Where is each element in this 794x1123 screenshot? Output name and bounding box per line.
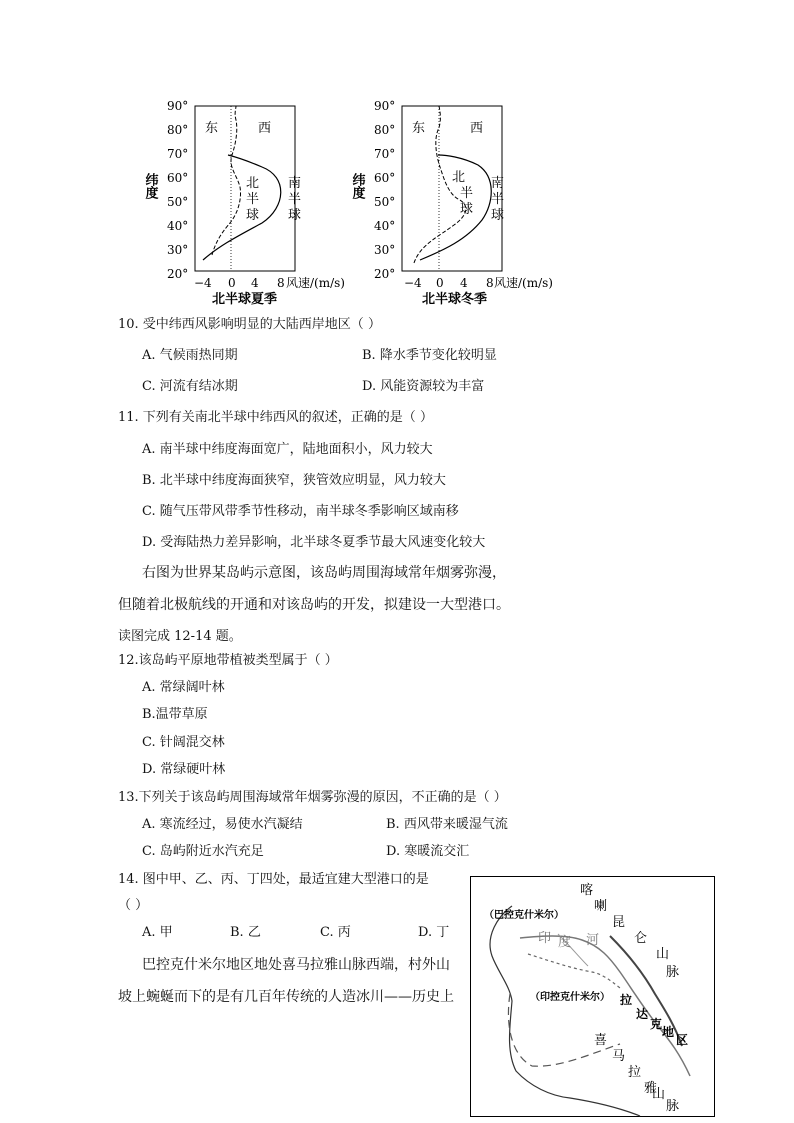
kalakunlun-1: 喀 xyxy=(580,883,594,898)
ba-kong-label: （巴控克什米尔） xyxy=(484,910,564,921)
river-label-3: 河 xyxy=(586,933,600,948)
q12-option-b[interactable]: B.温带草原 xyxy=(142,707,208,722)
q11-option-c[interactable]: C. 随气压带风带季节性移动，南半球冬季影响区域南移 xyxy=(142,504,459,519)
q10-option-b[interactable]: B. 降水季节变化较明显 xyxy=(362,348,497,363)
ladakh-1: 拉 xyxy=(620,993,633,1007)
ladakh-3: 克 xyxy=(650,1017,663,1031)
chart-caption: 北半球冬季 xyxy=(422,292,488,307)
intro-line-1: 右图为世界某岛屿示意图，该岛屿周围海域常年烟雾弥漫， xyxy=(142,565,506,581)
east-label: 东 xyxy=(205,121,219,136)
kalakunlun-5: 山 xyxy=(656,947,670,962)
svg-text:8: 8 xyxy=(277,276,285,290)
northern-label-1: 北 xyxy=(452,170,466,185)
yin-kong-label: （印控克什米尔） xyxy=(530,992,610,1003)
q12-option-c[interactable]: C. 针阔混交林 xyxy=(142,735,225,750)
q13-stem: 13.下列关于该岛屿周围海域常年烟雾弥漫的原因，不正确的是（ ） xyxy=(118,790,507,805)
q10-option-c[interactable]: C. 河流有结冰期 xyxy=(142,379,238,394)
svg-text:−4: −4 xyxy=(404,276,422,290)
q11-option-b[interactable]: B. 北半球中纬度海面狭窄，狭管效应明显，风力较大 xyxy=(142,473,446,488)
q11-stem: 11. 下列有关南北半球中纬西风的叙述，正确的是（ ） xyxy=(118,410,433,425)
southern-label-3: 球 xyxy=(288,208,302,223)
southern-label-2: 半 xyxy=(491,192,505,207)
kalakunlun-6: 脉 xyxy=(666,965,680,980)
southern-label-3: 球 xyxy=(491,208,505,223)
y-axis-title xyxy=(350,172,366,200)
kalakunlun-3: 昆 xyxy=(612,915,626,930)
himalaya-1: 喜 xyxy=(594,1033,608,1048)
y-tick: 60° xyxy=(374,171,396,185)
y-tick: 30° xyxy=(167,243,189,257)
west-label: 西 xyxy=(258,121,272,136)
svg-text:8: 8 xyxy=(486,276,494,290)
q10-option-a[interactable]: A. 气候雨热同期 xyxy=(142,348,238,363)
y-tick: 90° xyxy=(167,99,189,113)
svg-text:4: 4 xyxy=(460,276,468,290)
southern-label-1: 南 xyxy=(491,176,505,191)
east-label: 东 xyxy=(412,121,426,136)
himalaya-5: 山 xyxy=(652,1087,666,1102)
q14-option-b[interactable]: B. 乙 xyxy=(230,925,261,940)
northern-label-2: 半 xyxy=(460,186,474,201)
passage-line-1: 巴控克什米尔地区地处喜马拉雅山脉西端，村外山 xyxy=(142,957,450,973)
q14-stem: 14. 图中甲、乙、丙、丁四处，最适宜建大型港口的是 xyxy=(118,872,429,887)
southern-hemisphere-curve xyxy=(203,155,281,260)
y-tick: 40° xyxy=(374,219,396,233)
southern-label-2: 半 xyxy=(288,192,302,207)
intro-line-2: 但随着北极航线的开通和对该岛屿的开发，拟建设一大型港口。 xyxy=(118,597,510,613)
q14-option-c[interactable]: C. 丙 xyxy=(320,925,351,940)
west-label: 西 xyxy=(470,121,484,136)
y-tick: 70° xyxy=(167,147,189,161)
q14-option-a[interactable]: A. 甲 xyxy=(142,925,173,940)
q12-stem: 12.该岛屿平原地带植被类型属于（ ） xyxy=(118,653,338,668)
kalakunlun-4: 仑 xyxy=(634,931,648,946)
q10-stem: 10. 受中纬西风影响明显的大陆西岸地区（ ） xyxy=(118,317,381,332)
wind-chart-winter xyxy=(349,95,584,310)
q14-option-d[interactable]: D. 丁 xyxy=(418,925,450,940)
svg-text:0: 0 xyxy=(228,276,236,290)
himalaya-4: 雅 xyxy=(644,1081,658,1096)
q11-option-d[interactable]: D. 受海陆热力差异影响，北半球冬夏季节最大风速变化较大 xyxy=(142,535,486,550)
y-axis-labels xyxy=(374,99,395,281)
y-tick: 50° xyxy=(374,195,396,209)
passage-line-2: 坡上蜿蜒而下的是有几百年传统的人造冰川——历史上 xyxy=(118,989,454,1005)
y-tick: 80° xyxy=(167,123,189,137)
q13-option-a[interactable]: A. 寒流经过，易使水汽凝结 xyxy=(142,817,303,832)
q14-paren: （ ） xyxy=(118,898,149,913)
y-tick: 20° xyxy=(167,267,189,281)
himalaya-2: 马 xyxy=(612,1049,626,1064)
q13-option-d[interactable]: D. 寒暖流交汇 xyxy=(386,844,470,859)
himalaya-3: 拉 xyxy=(628,1065,642,1080)
y-tick: 60° xyxy=(167,171,189,185)
q13-option-b[interactable]: B. 西风带来暖湿气流 xyxy=(386,817,508,832)
y-axis-labels xyxy=(167,99,188,281)
northern-label-1: 北 xyxy=(246,176,260,191)
q12-option-d[interactable]: D. 常绿硬叶林 xyxy=(142,762,226,777)
q11-option-a[interactable]: A. 南半球中纬度海面宽广，陆地面积小，风力较大 xyxy=(142,442,433,457)
y-tick: 90° xyxy=(374,99,396,113)
svg-text:−4: −4 xyxy=(194,276,212,290)
svg-text:4: 4 xyxy=(251,276,259,290)
river-label-1: 印 xyxy=(538,931,552,946)
y-tick: 80° xyxy=(374,123,396,137)
y-tick: 50° xyxy=(167,195,189,209)
y-tick: 30° xyxy=(374,243,396,257)
x-axis-title: 风速/(m/s) xyxy=(286,276,345,290)
q10-option-d[interactable]: D. 风能资源较为丰富 xyxy=(362,379,485,394)
y-tick: 20° xyxy=(374,267,396,281)
river-label-2: 度 xyxy=(558,935,572,950)
northern-label-2: 半 xyxy=(246,192,260,207)
northern-label-3: 球 xyxy=(460,202,474,217)
y-axis-title xyxy=(143,172,159,200)
svg-text:0: 0 xyxy=(436,276,444,290)
x-axis-ticks xyxy=(194,276,285,290)
intro-line-3: 读图完成 12-14 题。 xyxy=(118,629,242,644)
wind-chart-summer xyxy=(142,95,360,310)
svg-text:纬度: 纬度 xyxy=(349,173,365,199)
ladakh-2: 达 xyxy=(636,1007,649,1021)
q12-option-a[interactable]: A. 常绿阔叶林 xyxy=(142,680,225,695)
kalakunlun-2: 喇 xyxy=(594,899,608,914)
himalaya-6: 脉 xyxy=(666,1099,680,1114)
x-axis-ticks xyxy=(404,276,494,290)
ladakh-4: 地 xyxy=(662,1025,675,1039)
kashmir-map xyxy=(470,876,715,1117)
q13-option-c[interactable]: C. 岛屿附近水汽充足 xyxy=(142,844,264,859)
y-tick: 40° xyxy=(167,219,189,233)
chart-caption: 北半球夏季 xyxy=(212,292,278,307)
ladakh-5: 区 xyxy=(676,1033,689,1047)
y-tick: 70° xyxy=(374,147,396,161)
svg-text:纬度: 纬度 xyxy=(142,173,158,199)
southern-label-1: 南 xyxy=(288,176,302,191)
x-axis-title: 风速/(m/s) xyxy=(494,276,553,290)
northern-label-3: 球 xyxy=(246,208,260,223)
